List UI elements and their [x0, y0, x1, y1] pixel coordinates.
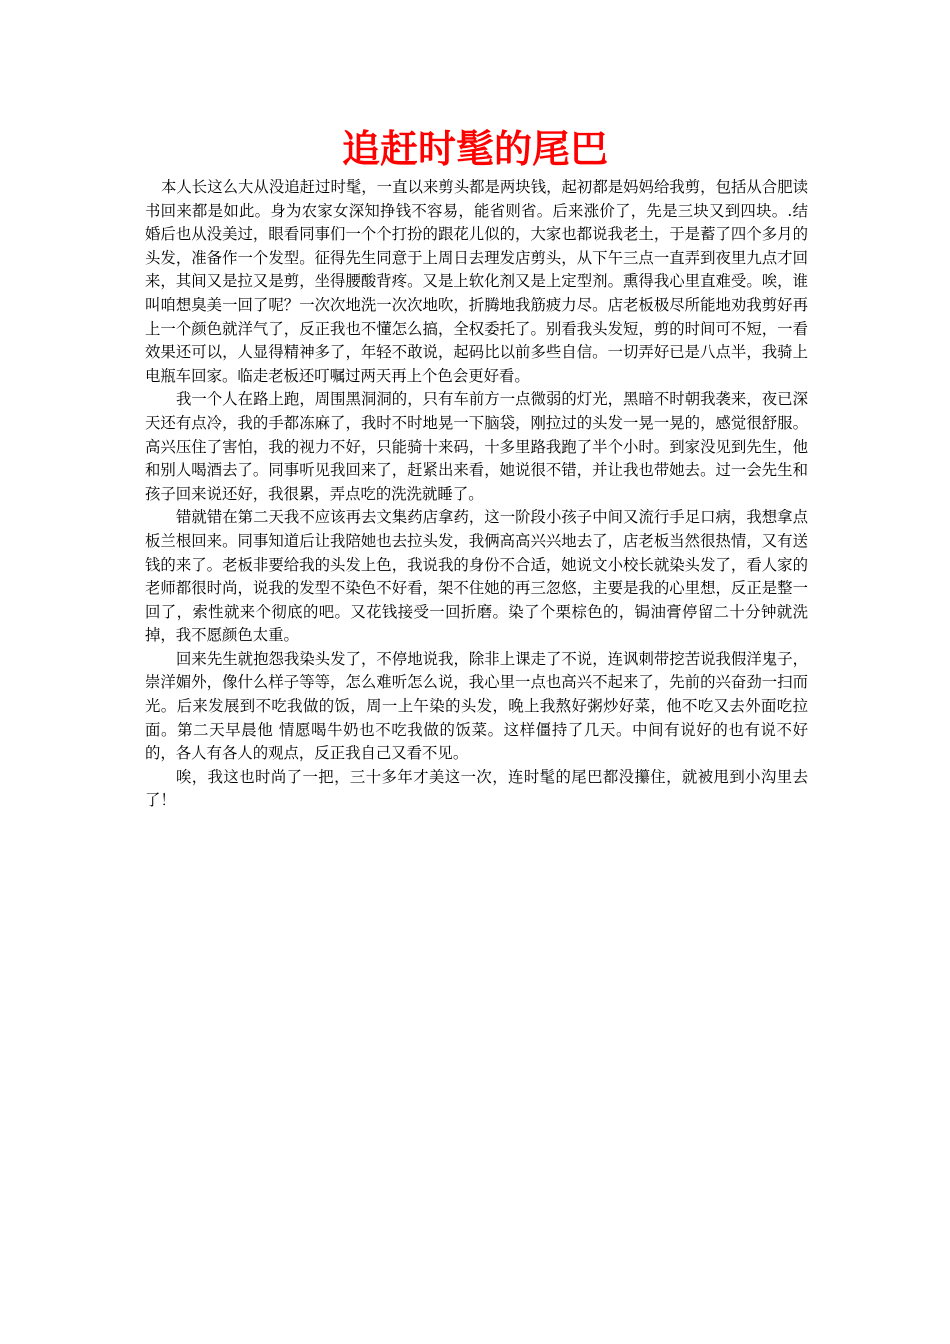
paragraph-3: 错就错在第二天我不应该再去文集药店拿药，这一阶段小孩子中间又流行手足口病，我想拿点板兰根回来。同事知道后让我陪她也去拉头发，我俩高高兴兴地去了，店老板当然很热情，又有送钱的来了。老板非要给我的头发上色，我说我的身份不合适，她说文小校长就染头发了，看人家的老师都很时尚，说我的发型不染色不好看，架不住她的再三忽悠，主要是我的心里想，反正是整一回了，索性就来个彻底的吧。又花钱接受一回折磨。染了个栗棕色的，锔油膏停留二十分钟就洗掉，我不愿颜色太重。 — [145, 508, 808, 645]
paragraph-5: 唉，我这也时尚了一把，三十多年才美这一次，连时髦的尾巴都没攥住，就被甩到小沟里去了！ — [145, 767, 808, 810]
page-title: 追赶时髦的尾巴 — [341, 126, 608, 171]
paragraph-2: 我一个人在路上跑，周围黑洞洞的，只有车前方一点微弱的灯光，黑暗不时朝我袭来，夜已深天还有点冷，我的手都冻麻了，我时不时地晃一下脑袋，刚拉过的头发一晃一晃的，感觉很舒服。高兴压住了害怕，我的视力不好，只能骑十来码，十多里路我跑了半个小时。到家没见到先生，他和别人喝酒去了。同事听见我回来了，赶紧出来看，她说很不错，并让我也带她去。过一会先生和孩子回来说还好，我很累，弄点吃的洗洗就睡了。 — [145, 390, 808, 503]
paragraph-1: 本人长这么大从没追赶过时髦，一直以来剪头都是两块钱，起初都是妈妈给我剪，包括从合肥读书回来都是如此。身为农家女深知挣钱不容易，能省则省。后来涨价了，先是三块又到四块。.结婚后也从没美过，眼看同事们一个个打扮的跟花儿似的，大家也都说我老土，于是蓄了四个多月的头发，准备作一个发型。征得先生同意于上周日去理发店剪头，从下午三点一直弄到夜里九点才回来，其间又是拉又是剪，坐得腰酸背疼。又是上软化剂又是上定型剂。熏得我心里直难受。唉，谁叫咱想臭美一回了呢？一次次地洗一次次地吹，折腾地我筋疲力尽。店老板极尽所能地劝我剪好再上一个颜色就洋气了，反正我也不懂怎么搞，全权委托了。别看我头发短，剪的时间可不短，一看效果还可以，人显得精神多了，年轻不敢说，起码比以前多些自信。一切弄好已是八点半，我骑上电瓶车回家。临走老板还叮嘱过两天再上个色会更好看。 — [145, 178, 808, 385]
article-body — [145, 176, 808, 813]
paragraph-4: 回来先生就抱怨我染头发了，不停地说我，除非上课走了不说，连讽刺带挖苦说我假洋鬼子，崇洋媚外，像什么样子等等，怎么难听怎么说，我心里一点也高兴不起来了，先前的兴奋劲一扫而光。后来发展到不吃我做的饭，周一上午染的头发，晚上我熬好粥炒好菜，他不吃又去外面吃拉面。第二天早晨他 情愿喝牛奶也不吃我做的饭菜。这样僵持了几天。中间有说好的也有说不好的，各人有各人的观点，反正我自己又看不见。 — [145, 649, 808, 763]
